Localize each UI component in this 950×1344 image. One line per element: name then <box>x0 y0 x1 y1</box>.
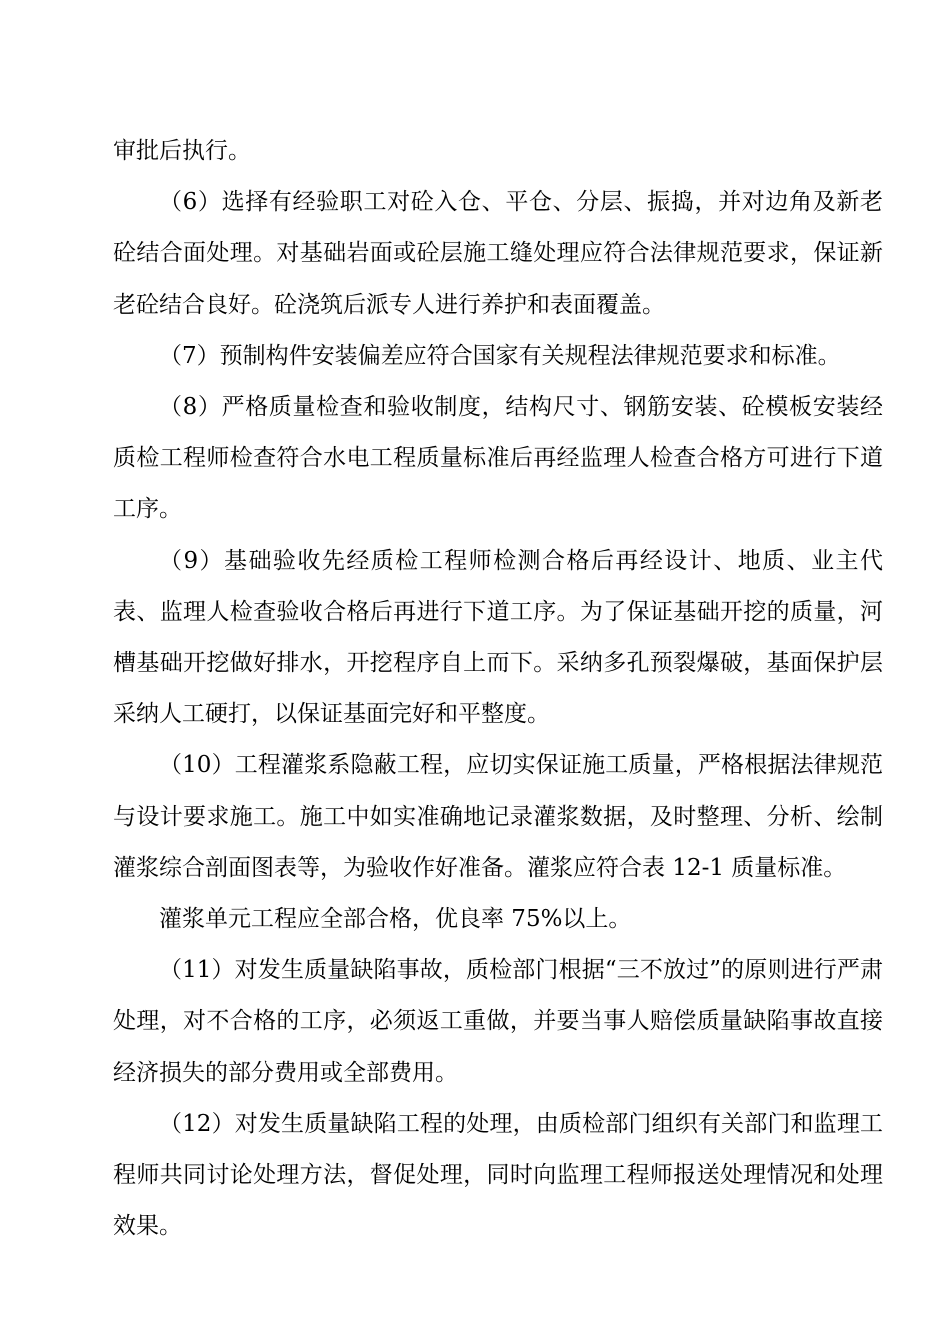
paragraph-item-8: （8）严格质量检查和验收制度，结构尺寸、钢筋安装、砼模板安装经质检工程师检查符合水电工程质量标准后再经监理人检查合格方可进行下道工序。 <box>113 394 883 523</box>
document-body <box>113 126 883 1252</box>
paragraph-item-9: （9）基础验收先经质检工程师检测合格后再经设计、地质、业主代表、监理人检查验收合格后再进行下道工序。为了保证基础开挖的质量，河槽基础开挖做好排水，开挖程序自上而下。采纳多孔预裂爆破，基面保护层采纳人工硬打，以保证基面完好和平整度。 <box>113 547 883 728</box>
paragraph-item-6: （6）选择有经验职工对砼入仓、平仓、分层、振捣，并对边角及新老砼结合面处理。对基础岩面或砼层施工缝处理应符合法律规范要求，保证新老砼结合良好。砼浇筑后派专人进行养护和表面覆盖。 <box>113 189 883 318</box>
paragraph-continuation: 审批后执行。 <box>113 138 251 164</box>
paragraph-item-11: （11）对发生质量缺陷事故，质检部门根据“三不放过”的原则进行严肃处理，对不合格的工序，必须返工重做，并要当事人赔偿质量缺陷事故直接经济损失的部分费用或全部费用。 <box>113 957 883 1086</box>
paragraph-item-7: （7）预制构件安装偏差应符合国家有关规程法律规范要求和标准。 <box>159 342 841 369</box>
paragraph-grouting-note: 灌浆单元工程应全部合格，优良率 75%以上。 <box>159 906 632 933</box>
paragraph-item-12: （12）对发生质量缺陷工程的处理，由质检部门组织有关部门和监理工程师共同讨论处理方法，督促处理，同时向监理工程师报送处理情况和处理效果。 <box>113 1110 883 1240</box>
paragraph-item-10: （10）工程灌浆系隐蔽工程，应切实保证施工质量，严格根据法律规范与设计要求施工。施工中如实准确地记录灌浆数据，及时整理、分析、绘制灌浆综合剖面图表等，为验收作好准备。灌浆应符合表 12-1 质量标准。 <box>113 752 883 881</box>
